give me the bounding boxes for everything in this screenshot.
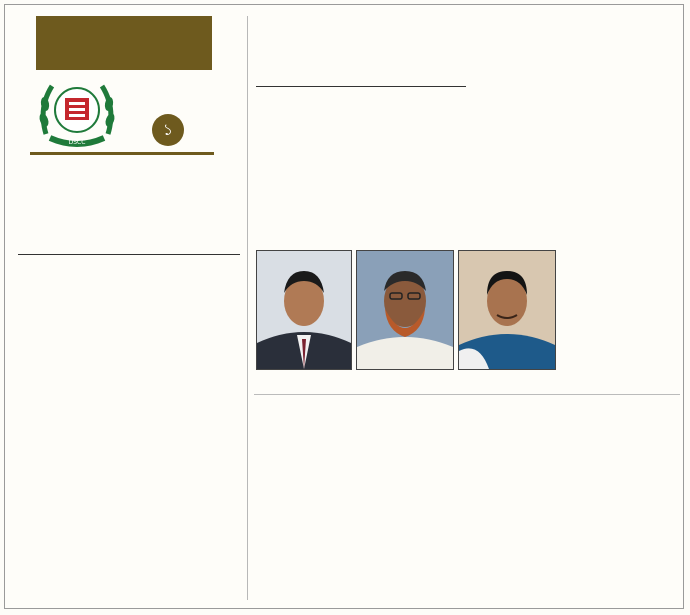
emblem-text: DSCC xyxy=(68,139,86,146)
section-banner xyxy=(36,16,212,70)
candidate-photo xyxy=(458,250,556,370)
ward-number-badge: ১ xyxy=(152,114,184,146)
byline-rule xyxy=(256,86,466,87)
city-corporation-emblem-icon xyxy=(36,74,118,152)
candidate-photo xyxy=(356,250,454,370)
column-divider xyxy=(247,16,248,600)
section-rule xyxy=(30,152,214,155)
byline-rule xyxy=(18,254,240,255)
candidate-photo xyxy=(256,250,352,370)
caption-rule xyxy=(254,394,680,395)
